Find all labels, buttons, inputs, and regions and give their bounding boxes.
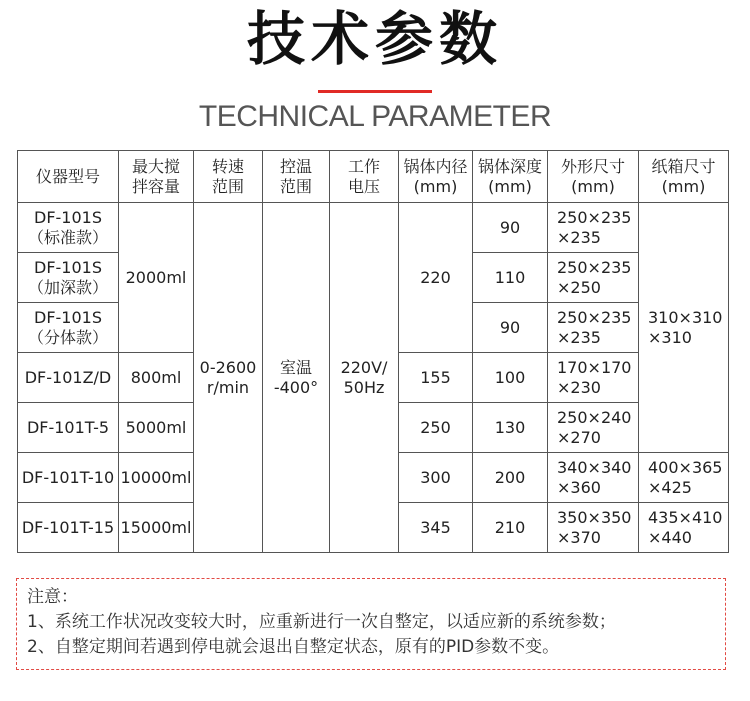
table-row [18,203,729,253]
dimensions-cell: 340×340 ×360 [548,453,639,503]
spec-table [17,150,729,553]
capacity-cell: 800ml [119,353,194,403]
model-cell: DF-101S （标准款） [18,203,119,253]
model-cell: DF-101Z/D [18,353,119,403]
table-header-row [18,151,729,203]
header-temperature: 控温 范围 [263,151,330,203]
inner-diameter-cell: 220 [399,203,473,353]
carton-cell: 400×365 ×425 [639,453,729,503]
voltage-cell: 220V/ 50Hz [330,203,399,553]
depth-cell: 90 [473,303,548,353]
page-title: 技术参数 [246,5,503,73]
model-cell: DF-101T-15 [18,503,119,553]
header-depth: 锅体深度 (mm) [473,151,548,203]
dimensions-cell: 170×170 ×230 [548,353,639,403]
depth-cell: 130 [473,403,548,453]
speed-cell: 0-2600 r/min [194,203,263,553]
inner-diameter-cell: 155 [399,353,473,403]
title-underline [318,90,432,93]
model-cell: DF-101S （加深款） [18,253,119,303]
notice-box [16,578,726,670]
header-voltage: 工作 电压 [330,151,399,203]
dimensions-cell: 250×235 ×250 [548,253,639,303]
model-cell: DF-101T-5 [18,403,119,453]
inner-diameter-cell: 250 [399,403,473,453]
depth-cell: 90 [473,203,548,253]
depth-cell: 100 [473,353,548,403]
capacity-cell: 5000ml [119,403,194,453]
header-model: 仪器型号 [18,151,119,203]
capacity-cell: 15000ml [119,503,194,553]
depth-cell: 200 [473,453,548,503]
dimensions-cell: 250×235 ×235 [548,303,639,353]
inner-diameter-cell: 345 [399,503,473,553]
header-carton: 纸箱尺寸 (mm) [639,151,729,203]
header-speed: 转速 范围 [194,151,263,203]
capacity-cell: 2000ml [119,203,194,353]
depth-cell: 110 [473,253,548,303]
carton-cell: 310×310 ×310 [639,203,729,453]
dimensions-cell: 250×240 ×270 [548,403,639,453]
notice-line: 1、系统工作状况改变较大时，应重新进行一次自整定，以适应新的系统参数； [27,612,616,632]
dimensions-cell: 350×350 ×370 [548,503,639,553]
model-cell: DF-101T-10 [18,453,119,503]
header-dimensions: 外形尺寸 (mm) [548,151,639,203]
header-capacity: 最大搅 拌容量 [119,151,194,203]
header-inner-diameter: 锅体内径 (mm) [399,151,473,203]
notice-line: 2、自整定期间若遇到停电就会退出自整定状态，原有的PID参数不变。 [27,637,560,657]
capacity-cell: 10000ml [119,453,194,503]
notice-heading: 注意： [27,587,78,607]
model-cell: DF-101S （分体款） [18,303,119,353]
temperature-cell: 室温 -400° [263,203,330,553]
inner-diameter-cell: 300 [399,453,473,503]
page-subtitle: TECHNICAL PARAMETER [198,100,552,133]
depth-cell: 210 [473,503,548,553]
carton-cell: 435×410 ×440 [639,503,729,553]
dimensions-cell: 250×235 ×235 [548,203,639,253]
